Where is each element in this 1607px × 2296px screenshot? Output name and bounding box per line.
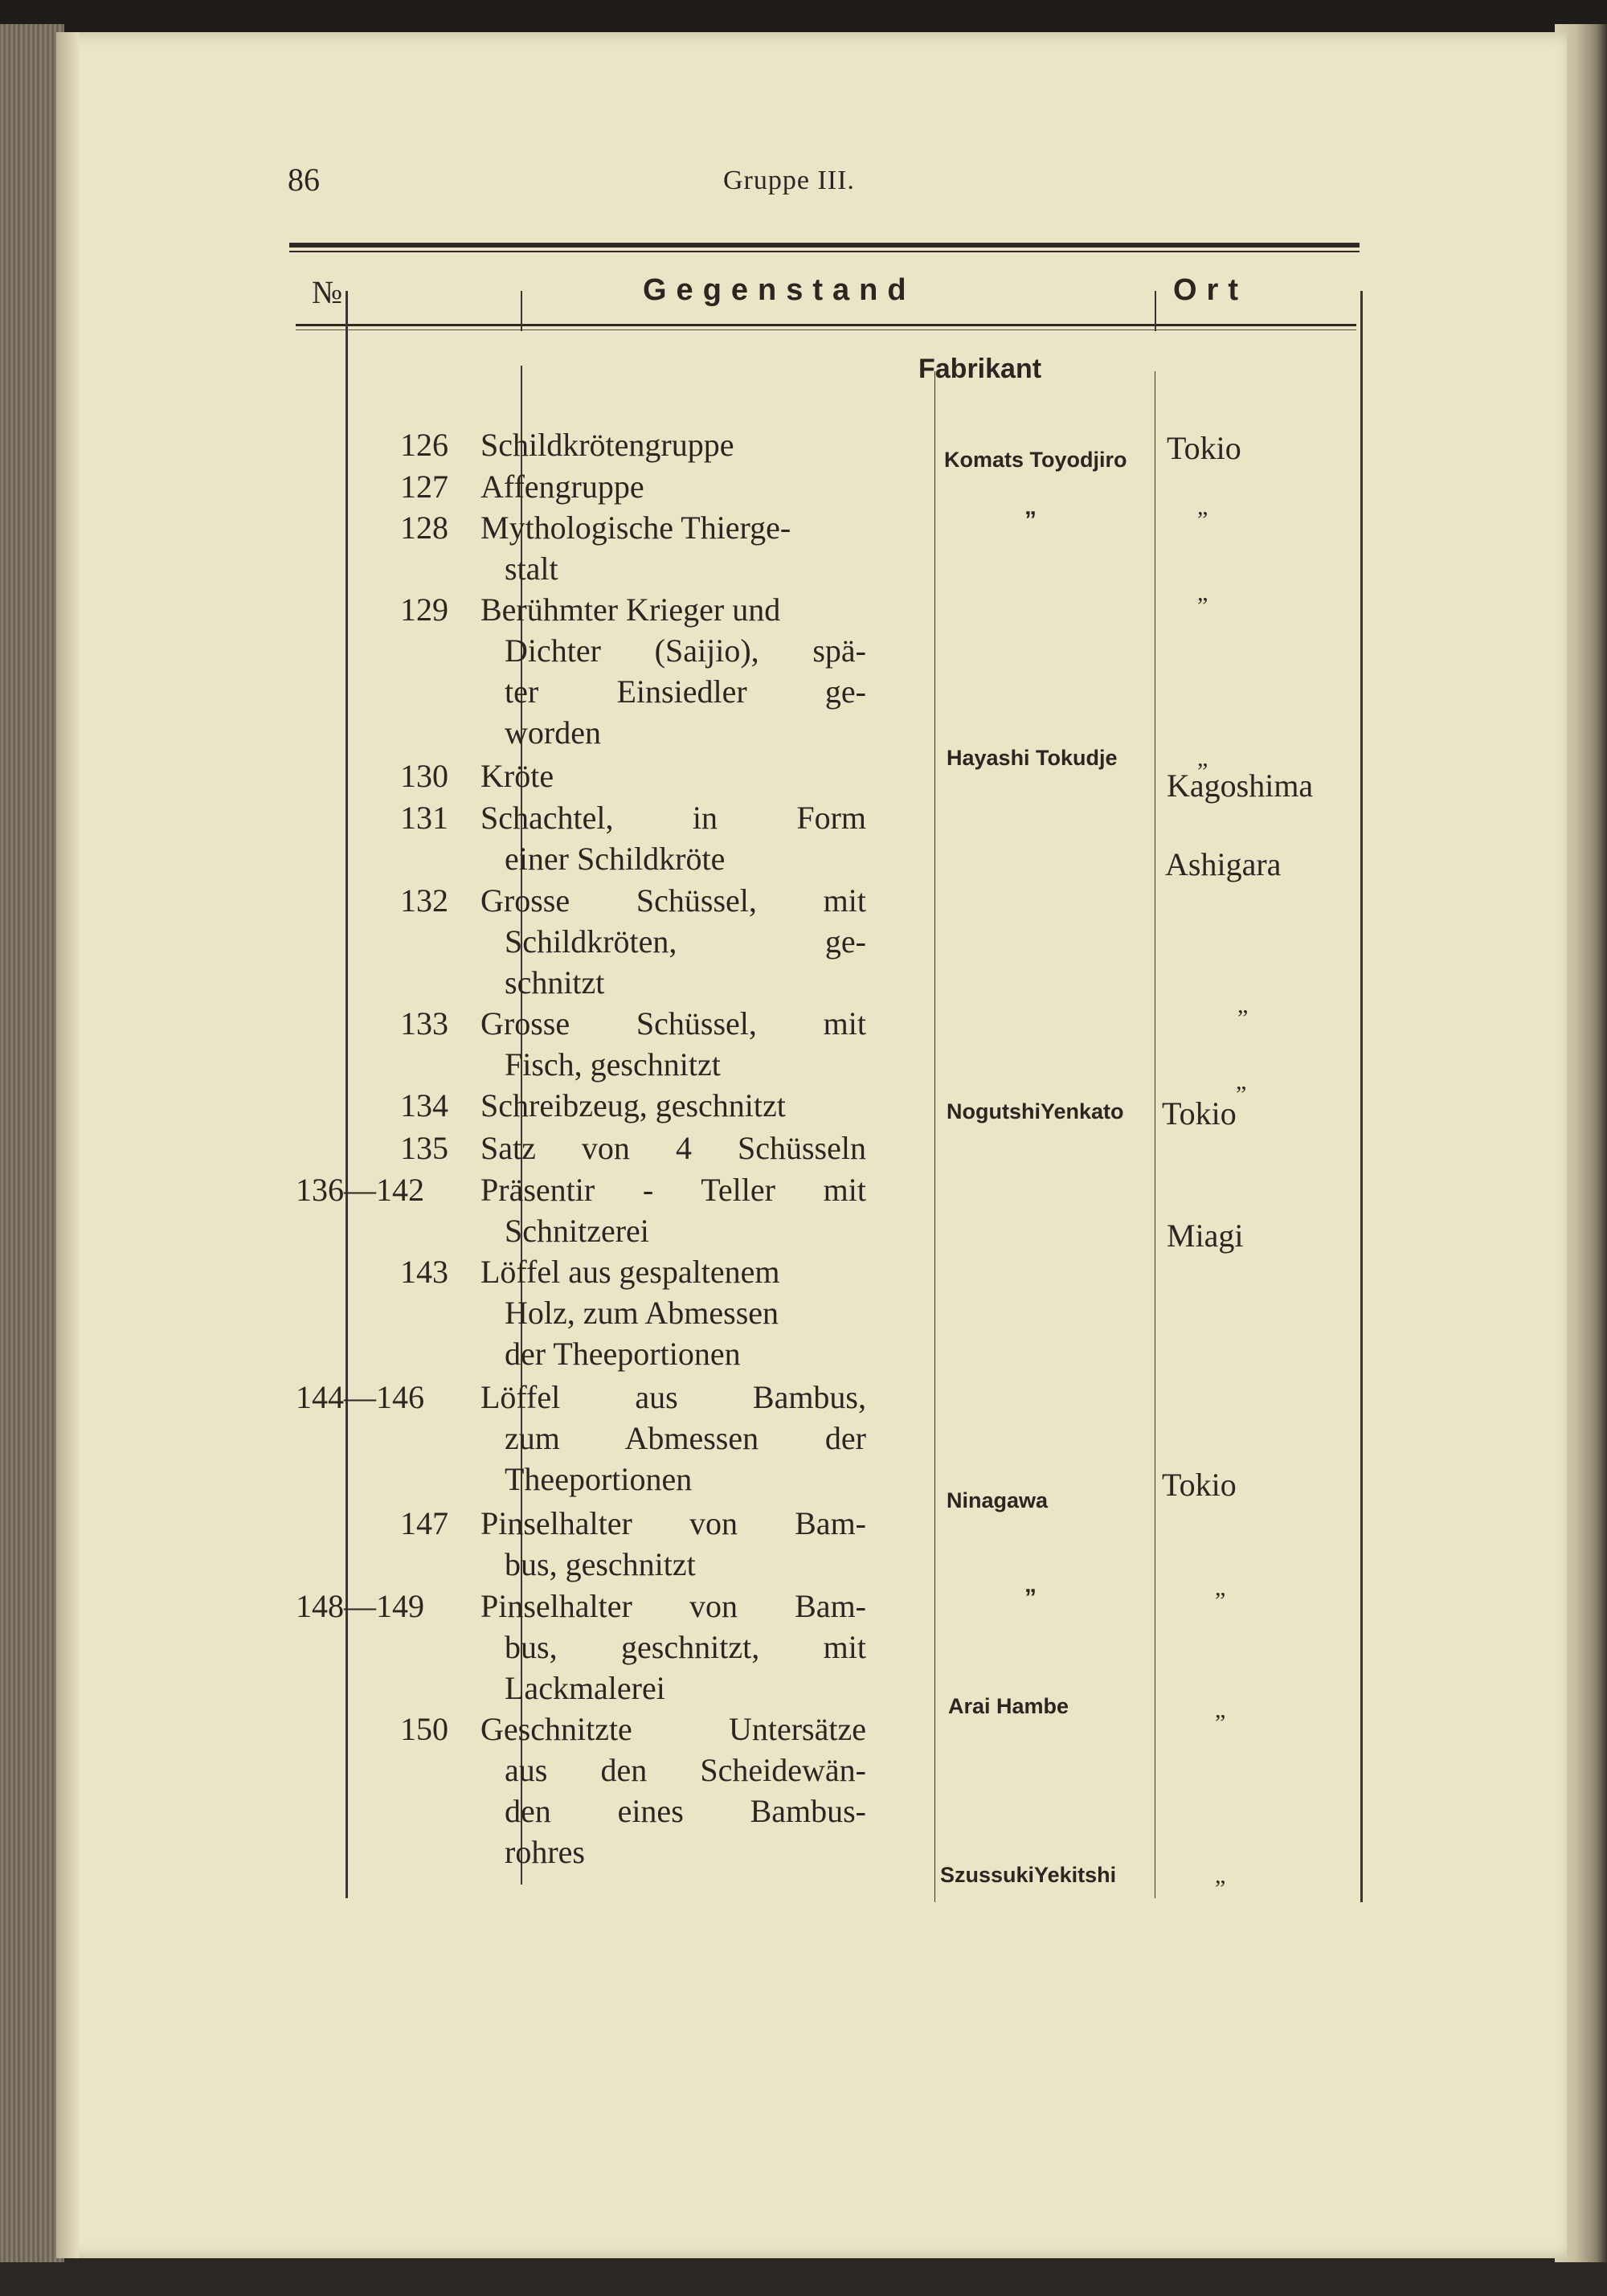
row-place: „ xyxy=(1215,1696,1226,1723)
header-rule xyxy=(296,324,1356,326)
subject-line: stalt xyxy=(505,550,558,587)
subject-line: Grosse Schüssel, mit xyxy=(480,1005,866,1042)
subject-line: aus den Scheidewän- xyxy=(505,1752,866,1788)
header-subject: Gegenstand xyxy=(643,273,916,307)
subject-line: worden xyxy=(505,714,601,751)
row-place: „ xyxy=(1197,745,1208,771)
subject-line: schnitzt xyxy=(505,964,605,1001)
book-edge-top xyxy=(0,0,1607,35)
subject-line: Geschnitzte Untersätze xyxy=(480,1711,866,1747)
subject-line: rohres xyxy=(505,1834,585,1870)
subject-line: Löffel aus gespaltenem xyxy=(480,1254,780,1290)
row-number: 143 xyxy=(400,1254,448,1290)
row-number: 150 xyxy=(400,1711,448,1747)
subject-line: Schreibzeug, geschnitzt xyxy=(480,1087,786,1123)
row-subject xyxy=(480,755,866,796)
row-place: „ xyxy=(1215,1862,1226,1889)
subject-line: Grosse Schüssel, mit xyxy=(480,882,866,919)
table-top-rule-thin xyxy=(289,251,1360,252)
book-edge-bottom xyxy=(0,2262,1607,2296)
subject-line: Satz von 4 Schüsseln xyxy=(480,1130,866,1166)
row-subject xyxy=(480,1709,866,1872)
row-maker: „ xyxy=(1024,1571,1037,1598)
subject-line: Löffel aus Bambus, xyxy=(480,1379,866,1415)
page-gutter xyxy=(56,32,79,2258)
subject-line: Fisch, geschnitzt xyxy=(505,1046,721,1083)
subject-line: Präsentir - Teller mit xyxy=(480,1172,866,1208)
row-number: 135 xyxy=(400,1130,448,1166)
row-subject xyxy=(480,424,866,465)
row-subject xyxy=(480,1503,866,1585)
row-number: 133 xyxy=(400,1005,448,1042)
subject-line: bus, geschnitzt, mit xyxy=(505,1629,866,1665)
page-number: 86 xyxy=(288,162,320,198)
row-maker: Hayashi Tokudje xyxy=(947,746,1118,770)
row-number: 148—149 xyxy=(296,1588,424,1624)
table-top-rule xyxy=(289,243,1360,248)
row-place: Tokio xyxy=(1162,1467,1237,1503)
row-place: Tokio xyxy=(1167,430,1241,466)
row-number: 129 xyxy=(400,591,448,628)
subject-line: Kröte xyxy=(480,758,554,794)
subject-line: Holz, zum Abmessen xyxy=(505,1295,779,1331)
header-number: № xyxy=(312,274,343,310)
subject-line: den eines Bambus- xyxy=(505,1793,866,1829)
row-number: 147 xyxy=(400,1505,448,1541)
subject-line: Schachtel, in Form xyxy=(480,800,866,836)
header-maker: Fabrikant xyxy=(918,354,1042,384)
subject-line: der Theeportionen xyxy=(505,1336,741,1372)
row-subject xyxy=(480,1003,866,1085)
row-number: 128 xyxy=(400,510,448,546)
row-subject xyxy=(480,1169,866,1251)
column-divider-subject xyxy=(934,371,935,1902)
row-number: 134 xyxy=(400,1087,448,1123)
row-subject xyxy=(480,589,866,753)
row-number: 127 xyxy=(400,469,448,505)
row-place: Kagoshima xyxy=(1167,767,1314,804)
subject-line: Berühmter Krieger und xyxy=(480,591,781,628)
row-subject xyxy=(480,1128,866,1168)
row-maker: Ninagawa xyxy=(947,1488,1049,1512)
row-place: Tokio xyxy=(1162,1095,1237,1132)
table-right-border xyxy=(1360,291,1363,1902)
row-subject xyxy=(480,1377,866,1500)
row-subject xyxy=(480,880,866,1003)
row-maker: NogutshiYenkato xyxy=(947,1099,1124,1123)
row-subject xyxy=(480,797,866,879)
row-maker: Arai Hambe xyxy=(948,1694,1069,1718)
row-number: 132 xyxy=(400,882,448,919)
subject-line: Pinselhalter von Bam- xyxy=(480,1505,866,1541)
subject-line: bus, geschnitzt xyxy=(505,1546,696,1582)
row-maker: Komats Toyodjiro xyxy=(944,448,1127,472)
column-divider-number-header xyxy=(521,291,522,331)
row-subject xyxy=(480,1586,866,1709)
row-place: „ xyxy=(1197,579,1208,606)
header-place: Ort xyxy=(1173,273,1248,307)
subject-line: einer Schildkröte xyxy=(505,841,726,877)
page-stack-left xyxy=(0,24,64,2274)
subject-line: Schildkröten, ge- xyxy=(505,923,866,960)
row-subject xyxy=(480,466,866,507)
running-head: Gruppe III. xyxy=(723,166,855,195)
subject-line: Mythologische Thierge- xyxy=(480,510,791,546)
row-number: 136—142 xyxy=(296,1172,424,1208)
subject-line: Schnitzerei xyxy=(505,1213,649,1249)
row-number: 130 xyxy=(400,758,448,794)
subject-line: ter Einsiedler ge- xyxy=(505,673,866,710)
column-divider-place-header xyxy=(1155,291,1156,331)
row-place: „ xyxy=(1237,992,1249,1018)
row-place: „ xyxy=(1197,493,1208,520)
subject-line: Theeportionen xyxy=(505,1461,693,1497)
row-place: „ xyxy=(1236,1068,1247,1095)
row-place: Ashigara xyxy=(1165,846,1282,882)
row-number: 126 xyxy=(400,427,448,463)
row-place: Miagi xyxy=(1167,1218,1244,1254)
subject-line: Lackmalerei xyxy=(505,1670,665,1706)
row-subject xyxy=(480,1085,866,1126)
subject-line: Dichter (Saijio), spä- xyxy=(505,632,866,669)
subject-line: Affengruppe xyxy=(480,469,644,505)
row-number: 131 xyxy=(400,800,448,836)
row-place: „ xyxy=(1215,1574,1226,1601)
row-subject xyxy=(480,507,866,589)
subject-line: Schildkrötengruppe xyxy=(480,427,734,463)
header-rule-thin xyxy=(296,329,1356,330)
subject-line: zum Abmessen der xyxy=(505,1420,866,1456)
row-maker: SzussukiYekitshi xyxy=(940,1863,1117,1887)
subject-line: Pinselhalter von Bam- xyxy=(480,1588,866,1624)
row-subject xyxy=(480,1251,866,1374)
row-maker: „ xyxy=(1024,493,1037,520)
row-number: 144—146 xyxy=(296,1379,424,1415)
